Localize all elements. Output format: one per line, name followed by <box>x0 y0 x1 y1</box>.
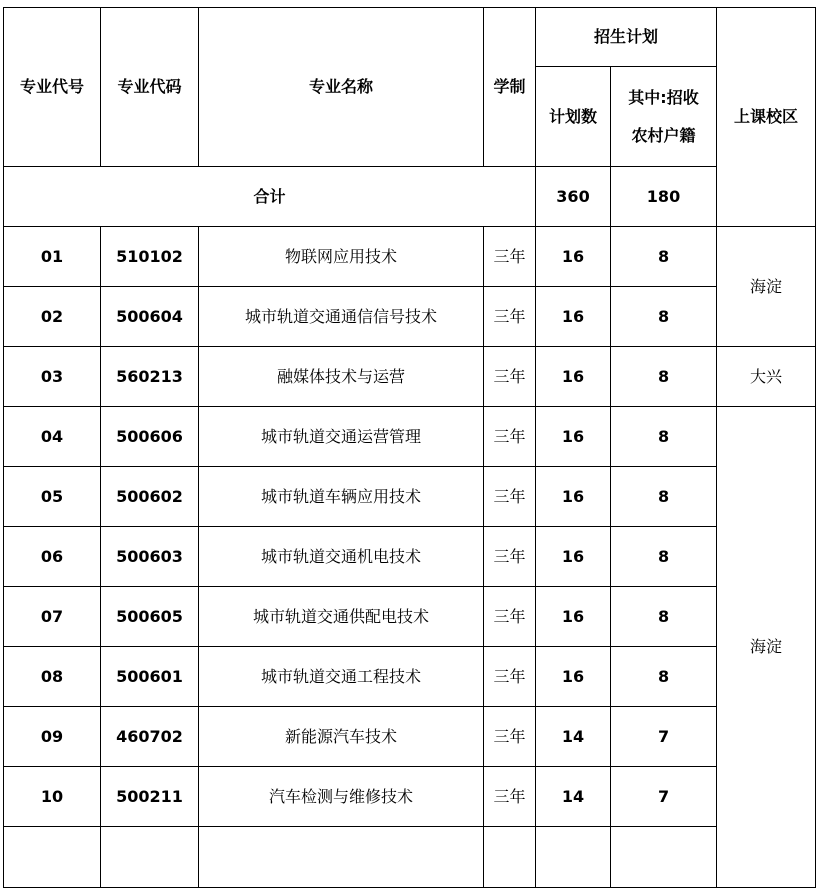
table-row <box>4 647 816 707</box>
row-num: 05 <box>4 467 101 527</box>
row-rural: 7 <box>611 767 717 827</box>
row-campus: 海淀 <box>717 227 816 347</box>
row-rural <box>611 827 717 888</box>
row-code: 510102 <box>101 227 199 287</box>
header-plan-count: 计划数 <box>536 67 611 167</box>
total-label: 合计 <box>4 167 536 227</box>
row-num: 02 <box>4 287 101 347</box>
table-row <box>4 467 816 527</box>
table-row <box>4 347 816 407</box>
table-row <box>4 407 816 467</box>
row-code: 560213 <box>101 347 199 407</box>
total-plan: 360 <box>536 167 611 227</box>
row-duration: 三年 <box>484 587 536 647</box>
row-num: 08 <box>4 647 101 707</box>
table-row-partial <box>4 827 816 888</box>
row-name: 新能源汽车技术 <box>199 707 484 767</box>
header-major-num: 专业代号 <box>4 8 101 167</box>
row-duration: 三年 <box>484 227 536 287</box>
row-campus: 大兴 <box>717 347 816 407</box>
header-rural <box>611 67 717 167</box>
row-num: 03 <box>4 347 101 407</box>
row-rural: 8 <box>611 227 717 287</box>
row-name: 汽车检测与维修技术 <box>199 767 484 827</box>
row-duration: 三年 <box>484 347 536 407</box>
row-plan: 16 <box>536 347 611 407</box>
row-num: 04 <box>4 407 101 467</box>
row-code: 500211 <box>101 767 199 827</box>
row-name: 城市轨道交通机电技术 <box>199 527 484 587</box>
total-row <box>4 167 816 227</box>
row-rural: 8 <box>611 287 717 347</box>
row-rural: 7 <box>611 707 717 767</box>
total-rural: 180 <box>611 167 717 227</box>
row-plan: 16 <box>536 527 611 587</box>
row-duration: 三年 <box>484 527 536 587</box>
header-rural-line1: 其中:招收 <box>628 87 699 107</box>
row-duration: 三年 <box>484 707 536 767</box>
row-num: 06 <box>4 527 101 587</box>
table-row <box>4 767 816 827</box>
row-code: 500605 <box>101 587 199 647</box>
row-name: 城市轨道交通运营管理 <box>199 407 484 467</box>
header-campus: 上课校区 <box>717 8 816 227</box>
header-duration: 学制 <box>484 8 536 167</box>
row-duration: 三年 <box>484 287 536 347</box>
header-plan-group: 招生计划 <box>536 8 717 67</box>
row-rural: 8 <box>611 407 717 467</box>
row-name: 城市轨道交通供配电技术 <box>199 587 484 647</box>
row-num <box>4 827 101 888</box>
row-name: 城市轨道交通通信信号技术 <box>199 287 484 347</box>
row-name: 融媒体技术与运营 <box>199 347 484 407</box>
row-name: 物联网应用技术 <box>199 227 484 287</box>
row-campus: 海淀 <box>717 407 816 888</box>
row-rural: 8 <box>611 527 717 587</box>
row-plan: 16 <box>536 467 611 527</box>
row-duration: 三年 <box>484 767 536 827</box>
header-row-1 <box>4 8 816 67</box>
enrollment-table-container <box>3 7 816 888</box>
header-major-name: 专业名称 <box>199 8 484 167</box>
row-code: 500606 <box>101 407 199 467</box>
row-code: 460702 <box>101 707 199 767</box>
row-num: 07 <box>4 587 101 647</box>
row-code: 500604 <box>101 287 199 347</box>
row-code: 500602 <box>101 467 199 527</box>
row-plan: 14 <box>536 767 611 827</box>
row-num: 01 <box>4 227 101 287</box>
row-code <box>101 827 199 888</box>
row-plan: 16 <box>536 647 611 707</box>
row-plan: 16 <box>536 227 611 287</box>
row-rural: 8 <box>611 587 717 647</box>
row-duration: 三年 <box>484 407 536 467</box>
table-row <box>4 227 816 287</box>
row-name: 城市轨道交通工程技术 <box>199 647 484 707</box>
row-plan: 16 <box>536 287 611 347</box>
row-duration: 三年 <box>484 467 536 527</box>
header-major-code: 专业代码 <box>101 8 199 167</box>
row-rural: 8 <box>611 647 717 707</box>
row-plan: 16 <box>536 587 611 647</box>
row-rural: 8 <box>611 347 717 407</box>
row-name <box>199 827 484 888</box>
row-num: 10 <box>4 767 101 827</box>
enrollment-plan-table <box>3 7 816 888</box>
table-row <box>4 287 816 347</box>
row-plan: 14 <box>536 707 611 767</box>
table-row <box>4 587 816 647</box>
row-name: 城市轨道车辆应用技术 <box>199 467 484 527</box>
row-plan: 16 <box>536 407 611 467</box>
table-row <box>4 707 816 767</box>
header-rural-line2: 农村户籍 <box>631 125 696 145</box>
row-duration: 三年 <box>484 647 536 707</box>
table-row <box>4 527 816 587</box>
row-rural: 8 <box>611 467 717 527</box>
row-num: 09 <box>4 707 101 767</box>
row-duration <box>484 827 536 888</box>
row-code: 500603 <box>101 527 199 587</box>
row-plan <box>536 827 611 888</box>
row-code: 500601 <box>101 647 199 707</box>
